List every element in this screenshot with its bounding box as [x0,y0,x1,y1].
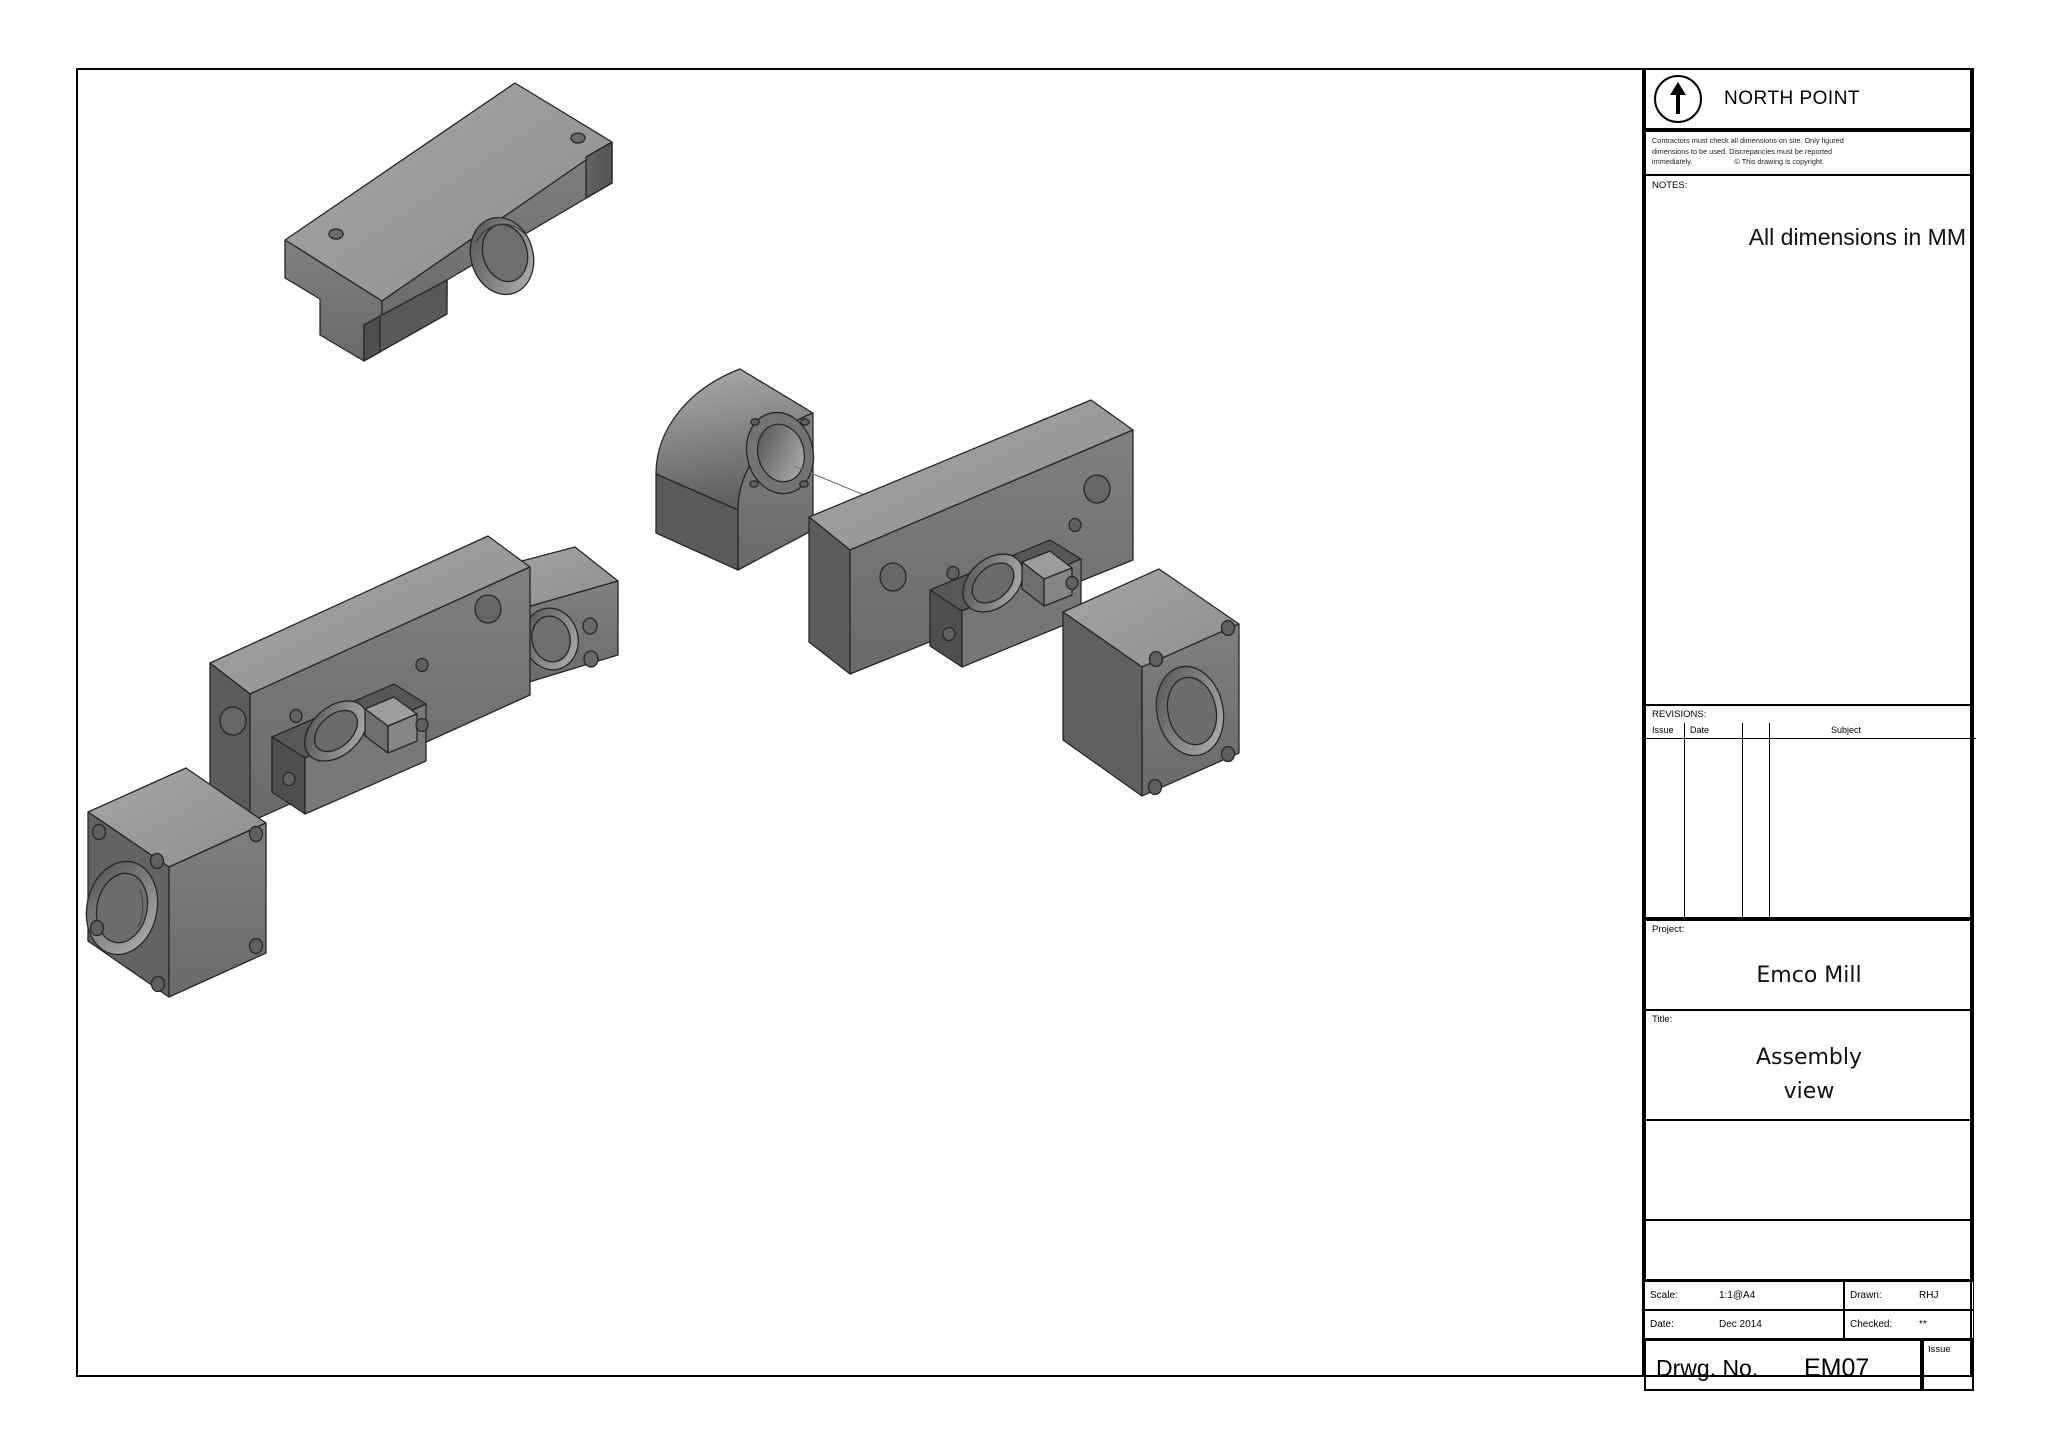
project-value: Emco Mill [1756,963,1862,988]
title-label: Title: [1652,1014,1673,1025]
checked-value: ** [1919,1319,1927,1330]
project-label: Project: [1652,924,1685,935]
revisions-header [1646,723,1976,739]
north-point-block [1644,68,1974,130]
blank-block-2 [1644,1221,1974,1281]
scale-value: 1:1@A4 [1719,1290,1756,1301]
north-arrow-icon [1654,75,1702,123]
date-value: Dec 2014 [1719,1319,1762,1330]
part-right-bearing-block [1063,569,1239,796]
title-value-line-1: Assembly [1755,1045,1863,1070]
drawing-area [78,70,1640,1375]
drawing-number-block [1644,1339,1922,1391]
notes-label: NOTES: [1652,180,1688,191]
contract-line-2: dimensions to be used. Discrepancies must be reported [1652,146,1833,156]
contract-line-1: Contractors must check all dimensions on site. Only figured [1652,136,1844,145]
title-block [1642,68,1972,1382]
revisions-col-issue: Issue [1652,725,1674,735]
project-block [1644,919,1974,1011]
drawing-number-value: EM07 [1804,1354,1870,1382]
checked-label: Checked: [1850,1319,1893,1330]
scale-field [1644,1281,1844,1310]
issue-block [1922,1339,1974,1391]
revisions-divider-2 [1742,723,1743,919]
title-value-line-2: view [1783,1079,1835,1104]
notes-block [1644,176,1974,706]
contract-line-3: immediately. [1652,157,1693,167]
date-label: Date: [1650,1319,1674,1330]
checked-field [1844,1310,1974,1339]
contractors-note [1644,130,1974,176]
revisions-block [1644,706,1974,919]
drawn-value: RHJ [1919,1290,1939,1301]
date-field [1644,1310,1844,1339]
revisions-col-date: Date [1690,725,1710,735]
revisions-label: REVISIONS: [1652,709,1707,720]
revisions-divider-3 [1769,723,1770,919]
revisions-divider-1 [1684,723,1685,919]
blank-block-1 [1644,1121,1974,1221]
drawn-label: Drawn: [1850,1290,1882,1301]
scale-label: Scale: [1650,1290,1678,1301]
drawing-title-block [1644,1011,1974,1121]
part-left-mounting-plate [210,536,530,822]
drawn-field [1844,1281,1974,1310]
notes-text: All dimensions in MM [1748,224,1966,250]
revisions-col-subject: Subject [1831,725,1862,735]
drawing-number-label: Drwg. No. [1656,1355,1759,1381]
north-point-label: NORTH POINT [1724,88,1861,109]
part-top-bracket-plate [285,83,612,361]
copyright-note: © This drawing is copyright. [1734,157,1825,167]
issue-label: Issue [1928,1344,1951,1355]
